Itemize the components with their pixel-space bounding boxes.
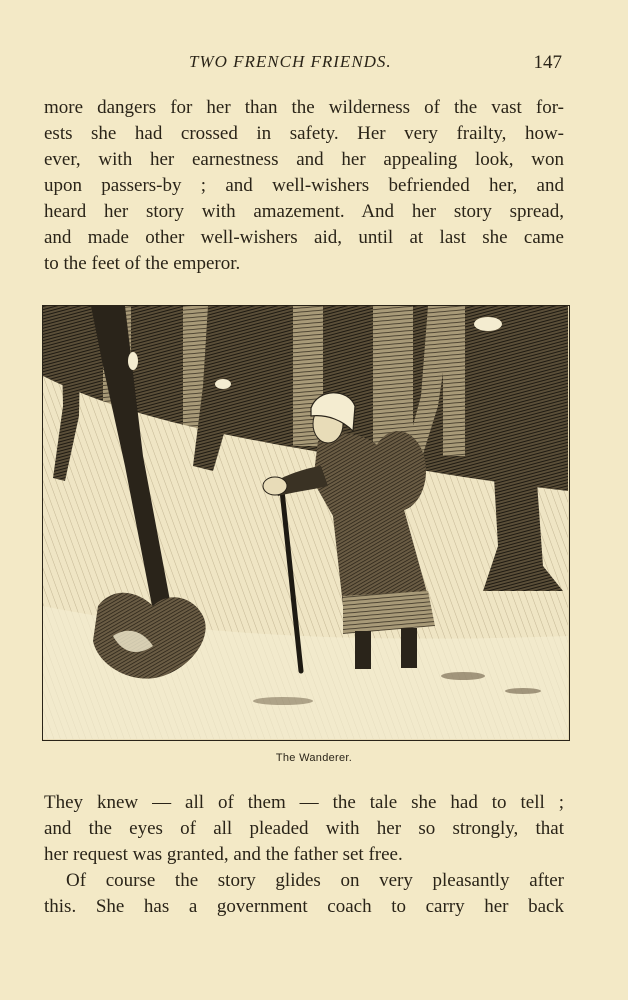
engraving-illustration bbox=[42, 305, 570, 741]
text-line: and the eyes of all pleaded with her so strongly, that bbox=[44, 818, 564, 839]
text-line: this. She has a government coach to carry her back bbox=[44, 896, 564, 917]
page-number: 147 bbox=[533, 52, 562, 73]
text-line: her request was granted, and the father set free. bbox=[44, 844, 403, 865]
text-line: upon passers-by ; and well-wishers befriended her, and bbox=[44, 175, 564, 196]
text-line: more dangers for her than the wilderness of the vast for- bbox=[44, 97, 564, 118]
text-line: heard her story with amazement. And her story spread, bbox=[44, 201, 564, 222]
text-line: ests she had crossed in safety. Her very frailty, how- bbox=[44, 123, 564, 144]
paragraph-top bbox=[44, 95, 564, 277]
running-title: TWO FRENCH FRIENDS. bbox=[189, 52, 392, 71]
forest-wanderer-engraving bbox=[43, 306, 568, 739]
text-line: and made other well-wishers aid, until at last she came bbox=[44, 227, 564, 248]
illustration-caption: The Wanderer. bbox=[275, 752, 353, 764]
text-line: Of course the story glides on very pleasantly after bbox=[66, 870, 564, 891]
text-line: They knew — all of them — the tale she had to tell ; bbox=[44, 792, 564, 813]
paragraph-bottom bbox=[44, 790, 564, 920]
text-line: ever, with her earnestness and her appealing look, won bbox=[44, 149, 564, 170]
text-line: to the feet of the emperor. bbox=[44, 253, 241, 274]
running-head bbox=[44, 52, 564, 76]
